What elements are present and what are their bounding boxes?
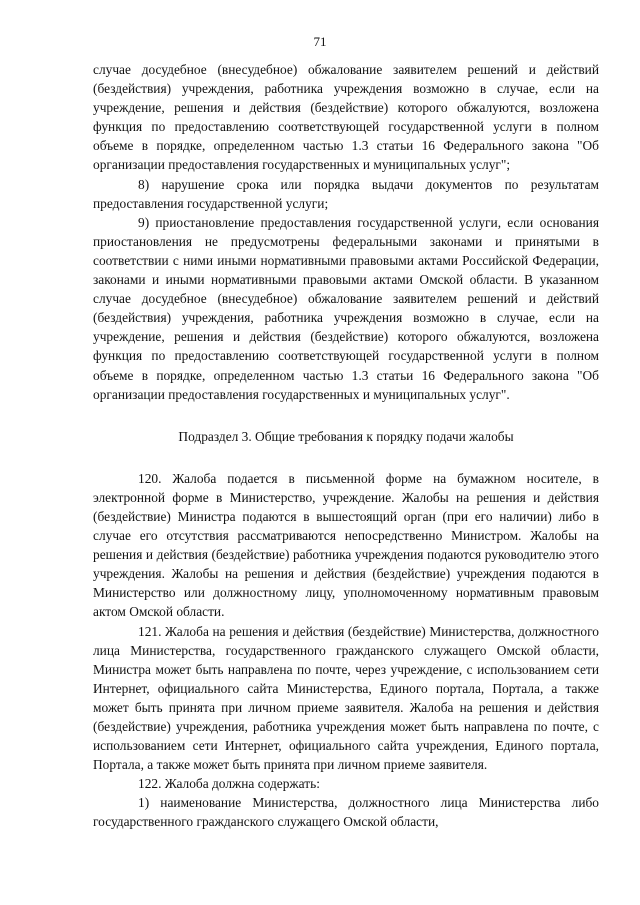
list-item-9: 9) приостановление предоставления государственной услуги, если основания приостановления не предусмотрены федеральными законами и принятыми в соответствии с ними иными нормативными правовыми актами Российской Федерации, законами и иными нормативными правовыми актами Омской области. В указанном случае досудебное (внесудебное) обжалование заявителем решений и действий (бездействия) учреждения, работника учреждения возможно в случае, если на учреждение, решения и действия (бездействие) которого обжалуются, возложена функция по предоставлению соответствующей государственной услуги в полном объеме в порядке, определенном частью 1.3 статьи 16 Федерального закона "Об организации предоставления государственных и муниципальных услуг".	[93, 214, 599, 402]
paragraph-122: 122. Жалоба должна содержать:	[138, 776, 320, 792]
subsection-heading: Подраздел 3. Общие требования к порядку подачи жалобы	[178, 428, 514, 444]
document-body	[93, 60, 599, 832]
paragraph-continuation: случае досудебное (внесудебное) обжалование заявителем решений и действий (бездействия) учреждения, работника учреждения возможно в случае, если на учреждение, решения и действия (бездействие) которого обжалуются, возложена функция по предоставлению соответствующей государственной услуги в полном объеме в порядке, определенном частью 1.3 статьи 16 Федерального закона "Об организации предоставления государственных и муниципальных услуг";	[93, 62, 599, 173]
list-item-8: 8) нарушение срока или порядка выдачи документов по результатам предоставления государственной услуги;	[93, 176, 599, 211]
list-item-122-1: 1) наименование Министерства, должностного лица Министерства либо государственного гражданского служащего Омской области,	[93, 795, 599, 830]
page-number: 71	[313, 34, 327, 49]
paragraph-120: 120. Жалоба подается в письменной форме на бумажном носителе, в электронной форме в Министерство, учреждение. Жалобы на решения и действия (бездействие) Министра подаются в вышестоящий орган (при его наличии) либо в случае его отсутствия рассматриваются непосредственно Министром. Жалобы на решения и действия (бездействие) работника учреждения подаются руководителю этого учреждения. Жалобы на решения и действия (бездействие) учреждения подаются в Министерство или должностному лицу, уполномоченному нормативным правовым актом Омской области.	[93, 470, 599, 620]
paragraph-121: 121. Жалоба на решения и действия (бездействие) Министерства, должностного лица Министерства, государственного гражданского служащего Омской области, Министра может быть направлена по почте, через учреждение, с использованием сети Интернет, официального сайта Министерства, Единого портала, Портала, а также может быть принята при личном приеме заявителя. Жалоба на решения и действия (бездействие) учреждения, работника учреждения может быть направлена по почте, с использованием сети Интернет, официального сайта учреждения, Единого портала, Портала, а также может быть принята при личном приеме заявителя.	[93, 623, 599, 773]
